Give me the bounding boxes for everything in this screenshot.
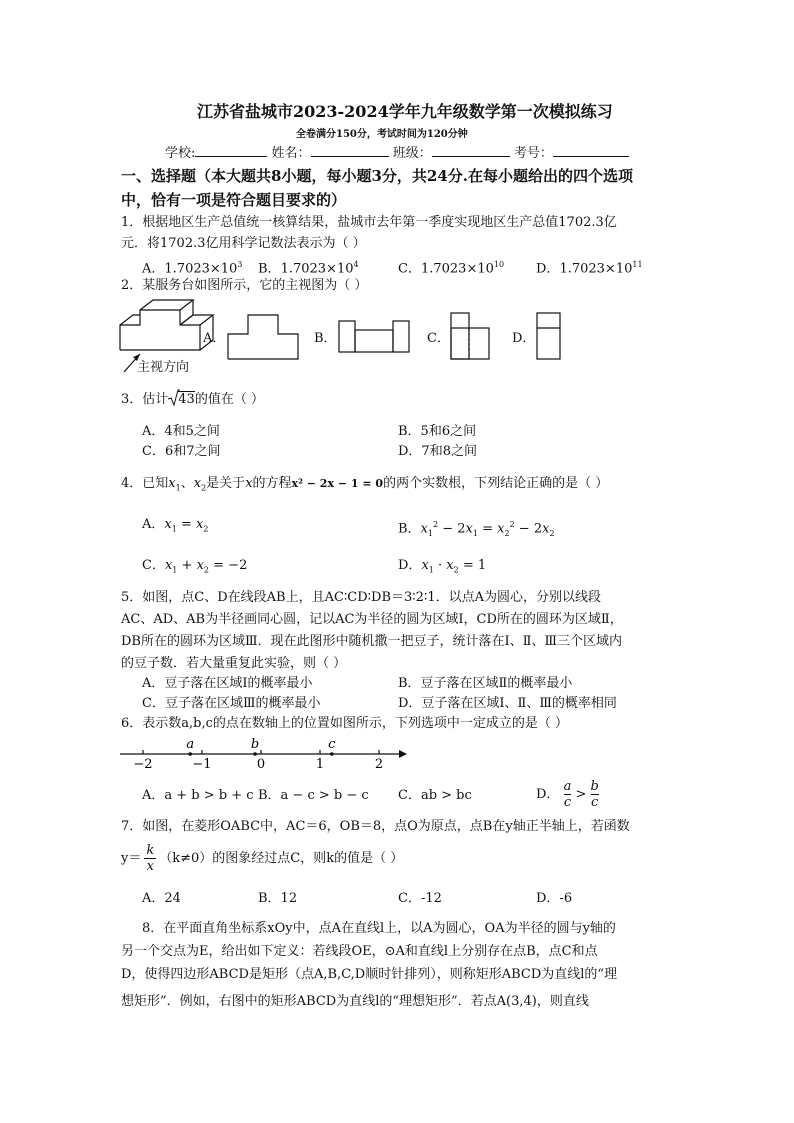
q4-option-b[interactable]: B．$x_1^2 - 2x_1 = x_2^2 - 2x_2$ xyxy=(398,520,555,538)
q8-stem-line3: D，使得四边形ABCD是矩形（点A,B,C,D顺时针排列），则称矩形ABCD为直线l的“理 xyxy=(121,967,618,982)
number-line-point-c xyxy=(330,752,334,756)
q5-stem-line3: DB所在的圆环为区域Ⅲ．现在此图形中随机撒一把豆子，统计落在Ⅰ、Ⅱ、Ⅲ三个区域内 xyxy=(121,634,623,649)
field-id-blank[interactable] xyxy=(553,144,629,157)
q7-option-a[interactable]: A．24 xyxy=(142,891,181,906)
q2-option-d-label[interactable]: D． xyxy=(512,331,536,346)
q5-stem-line4: 的豆子数．若大量重复此实验，则（ ） xyxy=(121,656,347,671)
q1-option-d[interactable]: D．$1.7023\times 10^{11}$ xyxy=(536,260,643,277)
q2-solid-figure xyxy=(115,295,215,355)
field-name-blank[interactable] xyxy=(311,144,389,157)
q2-option-b-label[interactable]: B． xyxy=(314,331,337,346)
q2-option-c-figure[interactable] xyxy=(450,312,490,360)
q4-option-a[interactable]: A．$x_1 = x_2$ xyxy=(142,517,209,534)
section-heading-line2: 中，恰有一项是符合题目要求的） xyxy=(121,191,347,209)
q3-option-a[interactable]: A．4和5之间 xyxy=(142,424,220,439)
q6-option-d[interactable]: D． $\frac{a}{c}$ > $\frac{b}{c}$ xyxy=(536,779,599,810)
field-school-label: 学校: xyxy=(165,146,196,161)
info-fields xyxy=(165,144,629,162)
number-line-tick-label: −1 xyxy=(192,757,212,772)
q7-stem-line2: y＝ $\frac{k}{x}$ （k≠0）的图象经过点C，则k的值是（ ） xyxy=(121,843,404,874)
q4-option-d[interactable]: D．$x_1 \cdot x_2 = 1$ xyxy=(398,558,487,575)
q5-option-b[interactable]: B．豆子落在区域Ⅱ的概率最小 xyxy=(398,676,573,691)
q4-equation: x² − 2x − 1 = 0 xyxy=(291,477,384,490)
q1-stem-line2: 元．将1702.3亿用科学记数法表示为（ ） xyxy=(121,236,366,251)
field-name-label: 姓名： xyxy=(271,146,311,161)
q4-option-c[interactable]: C．$x_1 + x_2 = -2$ xyxy=(142,558,248,575)
q6-option-c[interactable]: C．ab > bc xyxy=(398,788,472,803)
field-class-blank[interactable] xyxy=(432,144,510,157)
q2-option-a-figure[interactable] xyxy=(227,314,299,360)
q4-stem: 4．已知$x_1$、$x_2$是关于x的方程x² − 2x − 1 = 0的两个实数根，下列结论正确的是（ ） xyxy=(121,476,609,493)
q5-option-a[interactable]: A．豆子落在区域Ⅰ的概率最小 xyxy=(142,676,313,691)
field-school-blank[interactable] xyxy=(195,144,267,157)
q1-option-a[interactable]: A．$1.7023\times 10^3$ xyxy=(142,260,243,277)
page-subtitle: 全卷满分150分，考试时间为120分钟 xyxy=(296,129,468,140)
q6-option-a[interactable]: A．a + b > b + c xyxy=(142,788,254,803)
field-class-label: 班级： xyxy=(392,146,432,161)
q5-option-c[interactable]: C．豆子落在区域Ⅲ的概率最小 xyxy=(142,696,321,711)
q6-option-b[interactable]: B．a − c > b − c xyxy=(258,788,369,803)
field-id-label: 考号： xyxy=(513,146,553,161)
q3-option-d[interactable]: D．7和8之间 xyxy=(398,444,477,459)
q7-option-d[interactable]: D．-6 xyxy=(536,891,573,906)
q2-option-b-figure[interactable] xyxy=(338,320,412,354)
number-line-point-label-b: b xyxy=(250,737,260,752)
page-title: 江苏省盐城市2023-2024学年九年级数学第一次模拟练习 xyxy=(197,102,613,121)
sqrt-expression: 43 xyxy=(168,391,195,408)
q8-stem-line4: 想矩形”．例如，右图中的矩形ABCD为直线l的“理想矩形”．若点A(3,4)，则直线 xyxy=(121,994,589,1009)
q2-option-d-figure[interactable] xyxy=(536,312,562,360)
q2-option-c-label[interactable]: C． xyxy=(427,331,450,346)
q2-direction-label: 主视方向 xyxy=(137,360,190,375)
q7-stem-line1: 7．如图，在菱形OABC中，AC＝6，OB＝8，点O为原点，点B在y轴正半轴上，若函数 xyxy=(121,819,630,834)
number-line-tick-label: 0 xyxy=(256,757,266,772)
number-line-point-a xyxy=(188,752,192,756)
q3-option-b[interactable]: B．5和6之间 xyxy=(398,424,477,439)
section-heading-line1: 一、选择题（本大题共8小题，每小题3分，共24分.在每小题给出的四个选项 xyxy=(121,167,633,185)
q6-number-line xyxy=(115,734,415,774)
number-line-point-b xyxy=(253,752,257,756)
q8-stem-line1: 8．在平面直角坐标系xOy中，点A在直线l上，以A为圆心，OA为半径的圆与y轴的 xyxy=(142,921,616,936)
q2-option-a-label[interactable]: A． xyxy=(203,331,226,346)
q7-option-b[interactable]: B．12 xyxy=(258,891,298,906)
number-line-arrow-icon xyxy=(399,750,407,758)
q1-option-b[interactable]: B．$1.7023\times 10^4$ xyxy=(258,260,359,277)
q8-stem-line2: 另一个交点为E，给出如下定义：若线段OE，⊙A和直线l上分别存在点B，点C和点 xyxy=(121,944,598,959)
number-line-tick-label: 2 xyxy=(374,757,384,772)
q3-stem: 3．估计 43的值在（ ） xyxy=(121,391,264,408)
number-line-point-label-c: c xyxy=(328,737,336,752)
q7-option-c[interactable]: C．-12 xyxy=(398,891,442,906)
number-line-tick-label: −2 xyxy=(133,757,153,772)
q3-option-c[interactable]: C．6和7之间 xyxy=(142,444,221,459)
q2-stem: 2．某服务台如图所示，它的主视图为（ ） xyxy=(121,278,368,293)
q6-stem: 6．表示数a,b,c的点在数轴上的位置如图所示，下列选项中一定成立的是（ ） xyxy=(121,716,569,731)
q1-option-c[interactable]: C．$1.7023\times 10^{10}$ xyxy=(398,260,505,277)
q5-option-d[interactable]: D．豆子落在区域Ⅰ、Ⅱ、Ⅲ的概率相同 xyxy=(398,696,617,711)
q1-stem-line1: 1．根据地区生产总值统一核算结果，盐城市去年第一季度实现地区生产总值1702.3亿 xyxy=(121,215,617,230)
q5-stem-line2: AC、AD、AB为半径画同心圆，记以AC为半径的圆为区域Ⅰ，CD所在的圆环为区域Ⅱ， xyxy=(121,612,623,627)
radical-sign-icon xyxy=(168,389,180,407)
number-line-point-label-a: a xyxy=(186,737,195,752)
number-line-tick-label: 1 xyxy=(315,757,325,772)
q5-stem-line1: 5．如图，点C、D在线段AB上，且AC∶CD∶DB＝3∶2∶1．以点A为圆心，分别以线段 xyxy=(121,590,601,605)
